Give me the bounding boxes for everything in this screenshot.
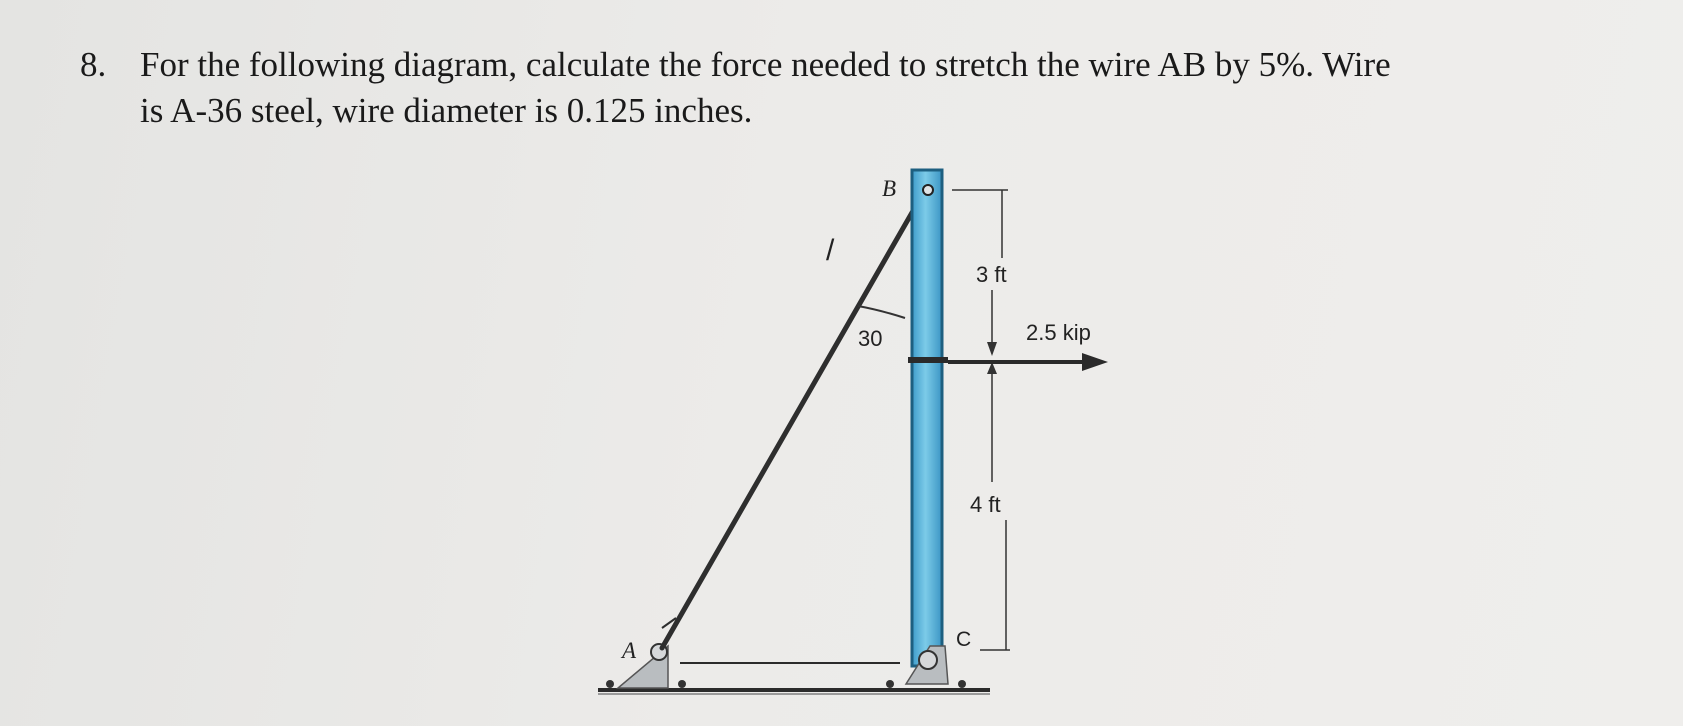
label-point-b: B (882, 176, 897, 201)
question-number: 8. (80, 45, 107, 84)
support-c (886, 646, 966, 688)
label-point-c: C (956, 628, 972, 651)
question-text-line-1: For the following diagram, calculate the force needed to stretch the wire AB by 5%. Wire (140, 45, 1391, 84)
support-a (606, 644, 686, 688)
label-dim-lower: 4 ft (970, 492, 1001, 517)
label-dim-upper: 3 ft (976, 262, 1007, 287)
label-load: 2.5 kip (1026, 320, 1091, 345)
wire-ab (662, 190, 925, 648)
label-point-a: A (622, 638, 637, 663)
column-bc (912, 170, 942, 666)
label-angle: 30 (858, 326, 883, 351)
angle-arc (858, 306, 905, 318)
dimension-line (952, 190, 1010, 650)
question-text-line-2: is A-36 steel, wire diameter is 0.125 inches. (140, 91, 753, 130)
pin-b (923, 185, 933, 195)
load-arrow (948, 353, 1108, 371)
label-wire-marker: / (826, 234, 835, 267)
